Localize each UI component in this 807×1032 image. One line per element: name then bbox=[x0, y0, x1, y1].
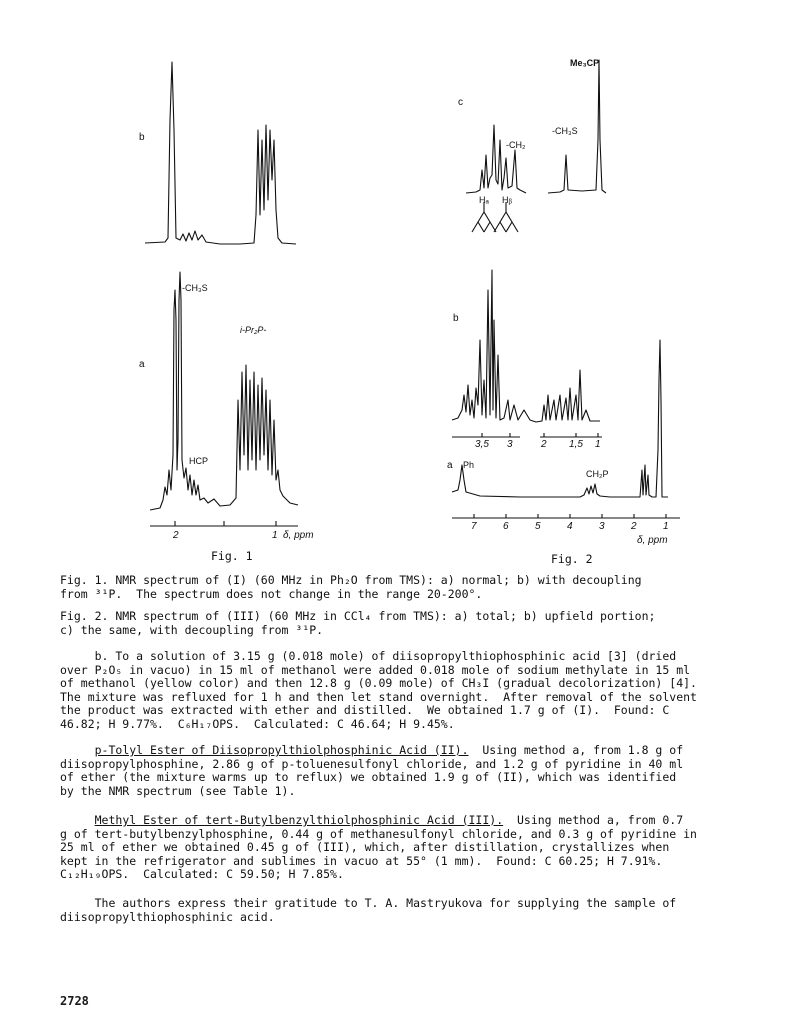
fig2-c-spectrum bbox=[466, 125, 526, 193]
fig2-a-tick: 5 bbox=[535, 521, 541, 532]
fig2-a-tick: 3 bbox=[599, 521, 605, 532]
fig1-peak-hcp: HCP bbox=[189, 456, 209, 466]
fig2-a-tick: 2 bbox=[631, 521, 637, 532]
paragraph-acknowledgement bbox=[60, 897, 750, 924]
fig2-a-tick: 4 bbox=[567, 521, 573, 532]
text-fragment: Using method a, from 0.7 bbox=[503, 813, 684, 827]
fig2-peak-me3cp: Me₃CP bbox=[570, 58, 600, 68]
fig1-peak-ch3s: -CH₃S bbox=[182, 283, 208, 293]
text-line: diisopropylphosphine, 2.86 g of p-toluenesulfonyl chloride, and 1.2 g of pyridine in 40 ml bbox=[60, 756, 684, 771]
fig2-b-tick: 3 bbox=[507, 439, 513, 450]
paragraph-method-b bbox=[60, 650, 750, 732]
fig2-a-tick: 1 bbox=[663, 521, 669, 532]
text-line: The authors express their gratitude to T. A. Mastryukova for supplying the sample of bbox=[60, 896, 677, 910]
fig2-label-a: a bbox=[447, 460, 453, 471]
fig2-b-tick: 1,5 bbox=[569, 439, 583, 450]
fig1-b-spectrum bbox=[145, 62, 296, 244]
paragraph-compound-ii bbox=[60, 744, 750, 798]
fig2-a-tick: 6 bbox=[503, 521, 509, 532]
caption-line: from ³¹P. The spectrum does not change in the range 20-200°. bbox=[60, 586, 483, 601]
fig1-peak-iprp: i-Pr₂P- bbox=[240, 325, 267, 335]
fig2-caption-label: Fig. 2 bbox=[551, 552, 593, 566]
text-line bbox=[60, 814, 750, 828]
caption-line: Fig. 1. NMR spectrum of (I) (60 MHz in Ph₂O from TMS): a) normal; b) with decoupling bbox=[60, 573, 642, 587]
fig1-caption bbox=[60, 574, 750, 601]
compound-iii-title: Methyl Ester of tert-Butylbenzylthiolphosphinic Acid (III). bbox=[94, 813, 504, 827]
fig1-tick-2: 2 bbox=[173, 530, 179, 541]
text-line: diisopropylthiophosphinic acid. bbox=[60, 909, 275, 924]
text-line: over P₂O₅ in vacuo) in 15 ml of methanol were added 0.018 mole of sodium methylate in 15 ml bbox=[60, 662, 691, 677]
fig2-peak-ha: Hₐ bbox=[479, 195, 489, 205]
paragraph-compound-iii bbox=[60, 814, 750, 882]
text-line: 46.82; H 9.77%. C₆H₁₇OPS. Calculated: C 46.64; H 9.45%. bbox=[60, 716, 455, 731]
fig2-label-c: c bbox=[458, 97, 463, 108]
fig2-peak-ch3s: -CH₃S bbox=[552, 126, 578, 136]
fig2-a-spectrum bbox=[452, 340, 668, 497]
fig2-delta-label: δ, ppm bbox=[637, 535, 668, 546]
ha-hb-splitting-tree bbox=[472, 202, 518, 232]
fig2-caption bbox=[60, 610, 750, 637]
caption-line: c) the same, with decoupling from ³¹P. bbox=[60, 622, 324, 637]
fig1-tick-1: 1 bbox=[272, 530, 278, 541]
fig2-peak-ch2: -CH₂ bbox=[506, 140, 526, 150]
text-line: C₁₂H₁₉OPS. Calculated: C 59.50; H 7.85%. bbox=[60, 867, 344, 882]
fig1-a-spectrum bbox=[150, 272, 298, 510]
fig1-label-a: a bbox=[139, 359, 145, 370]
fig2-peak-ch2p: CH₂P bbox=[586, 469, 609, 479]
fig2-b-tick: 1 bbox=[595, 439, 601, 450]
fig2-b-tick: 3,5 bbox=[475, 439, 489, 450]
page-number: 2728 bbox=[60, 994, 89, 1008]
caption-line: Fig. 2. NMR spectrum of (III) (60 MHz in CCl₄ from TMS): a) total; b) upfield portion; bbox=[60, 609, 656, 623]
text-fragment: Using method a, from 1.8 g of bbox=[468, 743, 684, 757]
fig2-peak-ph: Ph bbox=[463, 460, 475, 470]
text-line: by the NMR spectrum (see Table 1). bbox=[60, 783, 296, 798]
fig2-peak-hb: Hᵦ bbox=[502, 195, 512, 205]
text-line: b. To a solution of 3.15 g (0.018 mole) of diisopropylthiophosphinic acid [3] (dried bbox=[60, 649, 677, 663]
text-line bbox=[60, 744, 750, 758]
compound-ii-title: p-Tolyl Ester of Diisopropylthiolphosphinic Acid (II). bbox=[94, 743, 469, 757]
text-line: the product was extracted with ether and distilled. We obtained 1.7 g of (I). Found: C bbox=[60, 703, 670, 718]
fig2-label-b: b bbox=[453, 313, 459, 324]
fig1-delta-label: δ, ppm bbox=[283, 530, 314, 541]
fig2-b-tick: 2 bbox=[541, 439, 547, 450]
text-line: of ether (the mixture warms up to reflux) we obtained 1.9 g of (II), which was identified bbox=[60, 770, 677, 785]
fig1-caption-label: Fig. 1 bbox=[211, 549, 253, 563]
text-line: 25 ml of ether we obtained 0.45 g of (III), which, after distillation, crystallizes when bbox=[60, 840, 670, 855]
text-line: of methanol (yellow color) and then 12.8 g (0.09 mole) of CH₃I (gradual decolorization) [4]. bbox=[60, 676, 697, 691]
text-line: g of tert-butylbenzylphosphine, 0.44 g of methanesulfonyl chloride, and 0.3 g of pyridine in bbox=[60, 826, 697, 841]
fig1-label-b: b bbox=[139, 132, 145, 143]
fig2-a-tick: 7 bbox=[471, 521, 477, 532]
fig2-b-spectrum bbox=[452, 270, 600, 422]
text-line: kept in the refrigerator and sublimes in vacuo at 55° (1 mm). Found: C 60.25; H 7.91%. bbox=[60, 853, 663, 868]
text-line: The mixture was refluxed for 1 h and then let stand overnight. After removal of the solvent bbox=[60, 689, 697, 704]
